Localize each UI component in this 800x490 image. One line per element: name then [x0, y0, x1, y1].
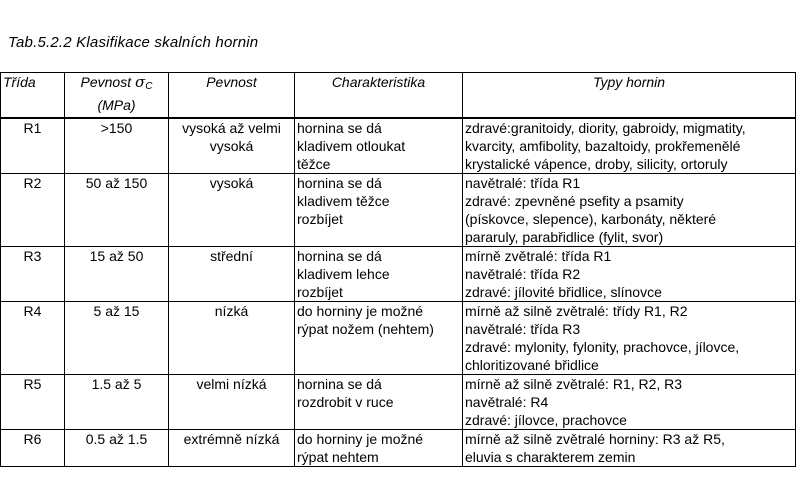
sigma-subscript: C: [145, 81, 153, 92]
cell-line: navětralé: třída R1: [465, 175, 581, 191]
cell-line: rozbíjet: [297, 284, 343, 300]
header-trida: Třída: [1, 73, 65, 119]
cell-pevnost-sigma-c: >150: [65, 118, 169, 174]
cell-line: zdravé: mylonity, fylonity, prachovce, jílovce,: [465, 339, 740, 355]
cell-line: rozdrobit v ruce: [297, 394, 394, 410]
cell-trida: R3: [1, 247, 65, 302]
cell-line: střední: [210, 248, 253, 264]
cell-line: kladivem lehce: [297, 266, 390, 282]
cell-pevnost-sigma-c: 5 až 15: [65, 302, 169, 375]
cell-line: zdravé:granitoidy, diority, gabroidy, migmatity,: [465, 120, 746, 136]
cell-typy-hornin: [463, 302, 796, 375]
rock-classification-table: [0, 72, 796, 467]
cell-line: zdravé: jílovce, prachovce: [465, 412, 627, 428]
cell-line: rozbíjet: [297, 211, 343, 227]
table-row: [1, 430, 796, 467]
cell-line: extrémně nízká: [183, 431, 280, 447]
cell-line: eluvia s charakterem zemin: [465, 449, 636, 465]
cell-line: rýpat nožem (nehtem): [297, 321, 434, 337]
cell-line: vysoká: [209, 138, 254, 154]
cell-line: nízká: [214, 303, 249, 319]
cell-typy-hornin: [463, 375, 796, 430]
table-row: [1, 247, 796, 302]
cell-charakteristika: [295, 118, 463, 174]
cell-line: hornina se dá: [297, 376, 382, 392]
cell-line: hornina se dá: [297, 120, 382, 136]
header-unit-mpa: (MPa): [97, 97, 136, 113]
table-row: [1, 118, 796, 174]
cell-trida: R4: [1, 302, 65, 375]
cell-line: zdravé: jílovité břidlice, slínovce: [465, 284, 662, 300]
cell-pevnost: [169, 174, 295, 247]
cell-charakteristika: [295, 174, 463, 247]
cell-line: vysoká až velmi: [182, 120, 281, 136]
cell-line: hornina se dá: [297, 248, 382, 264]
cell-line: do horniny je možné: [297, 303, 424, 319]
cell-pevnost: [169, 247, 295, 302]
cell-line: kladivem otloukat: [297, 138, 406, 154]
cell-line: vysoká: [209, 175, 254, 191]
cell-line: mírně až silně zvětralé: třídy R1, R2: [465, 303, 688, 319]
table-row: [1, 375, 796, 430]
cell-line: mírně až silně zvětralé: R1, R2, R3: [465, 376, 683, 392]
cell-trida: R2: [1, 174, 65, 247]
cell-trida: R6: [1, 430, 65, 467]
cell-trida: R1: [1, 118, 65, 174]
sigma-symbol: σ: [135, 73, 146, 91]
cell-pevnost-sigma-c: 50 až 150: [65, 174, 169, 247]
cell-line: navětralé: R4: [465, 394, 549, 410]
table-row: [1, 302, 796, 375]
cell-line: mírně až silně zvětralé horniny: R3 až R5,: [465, 431, 725, 447]
cell-pevnost: [169, 430, 295, 467]
cell-typy-hornin: [463, 430, 796, 467]
cell-pevnost-sigma-c: 0.5 až 1.5: [65, 430, 169, 467]
cell-charakteristika: [295, 302, 463, 375]
cell-line: hornina se dá: [297, 175, 382, 191]
cell-pevnost-sigma-c: 1.5 až 5: [65, 375, 169, 430]
cell-pevnost: [169, 118, 295, 174]
header-pevnost-sigma-c: [65, 73, 169, 119]
cell-line: krystalické vápence, droby, silicity, ortoruly: [465, 156, 728, 172]
cell-line: kladivem těžce: [297, 193, 390, 209]
header-typy-hornin: Typy hornin: [463, 73, 796, 119]
cell-pevnost: [169, 375, 295, 430]
cell-line: rýpat nehtem: [297, 449, 379, 465]
header-pevnost-sigma-label: Pevnost: [80, 74, 135, 90]
table-row: [1, 174, 796, 247]
cell-typy-hornin: [463, 174, 796, 247]
cell-typy-hornin: [463, 247, 796, 302]
cell-line: navětralé: třída R2: [465, 266, 581, 282]
cell-line: pararuly, parabřidlice (fylit, svor): [465, 229, 664, 245]
cell-line: mírně zvětralé: třída R1: [465, 248, 612, 264]
header-charakteristika: Charakteristika: [295, 73, 463, 119]
cell-pevnost-sigma-c: 15 až 50: [65, 247, 169, 302]
cell-line: kvarcity, amfibolity, bazaltoidy, prokřemenělé: [465, 138, 741, 154]
cell-line: (pískovce, slepence), karbonáty, některé: [465, 211, 717, 227]
cell-charakteristika: [295, 247, 463, 302]
cell-line: navětralé: třída R3: [465, 321, 581, 337]
cell-line: těžce: [297, 156, 331, 172]
cell-charakteristika: [295, 430, 463, 467]
cell-trida: R5: [1, 375, 65, 430]
cell-charakteristika: [295, 375, 463, 430]
cell-line: zdravé: zpevněné psefity a psamity: [465, 193, 684, 209]
table-header-row: [1, 73, 796, 119]
cell-line: do horniny je možné: [297, 431, 424, 447]
cell-pevnost: [169, 302, 295, 375]
cell-line: chloritizované břidlice: [465, 357, 599, 373]
cell-line: velmi nízká: [196, 376, 267, 392]
table-caption: Tab.5.2.2 Klasifikace skalních hornin: [8, 34, 259, 51]
header-pevnost: Pevnost: [169, 73, 295, 119]
cell-typy-hornin: [463, 118, 796, 174]
